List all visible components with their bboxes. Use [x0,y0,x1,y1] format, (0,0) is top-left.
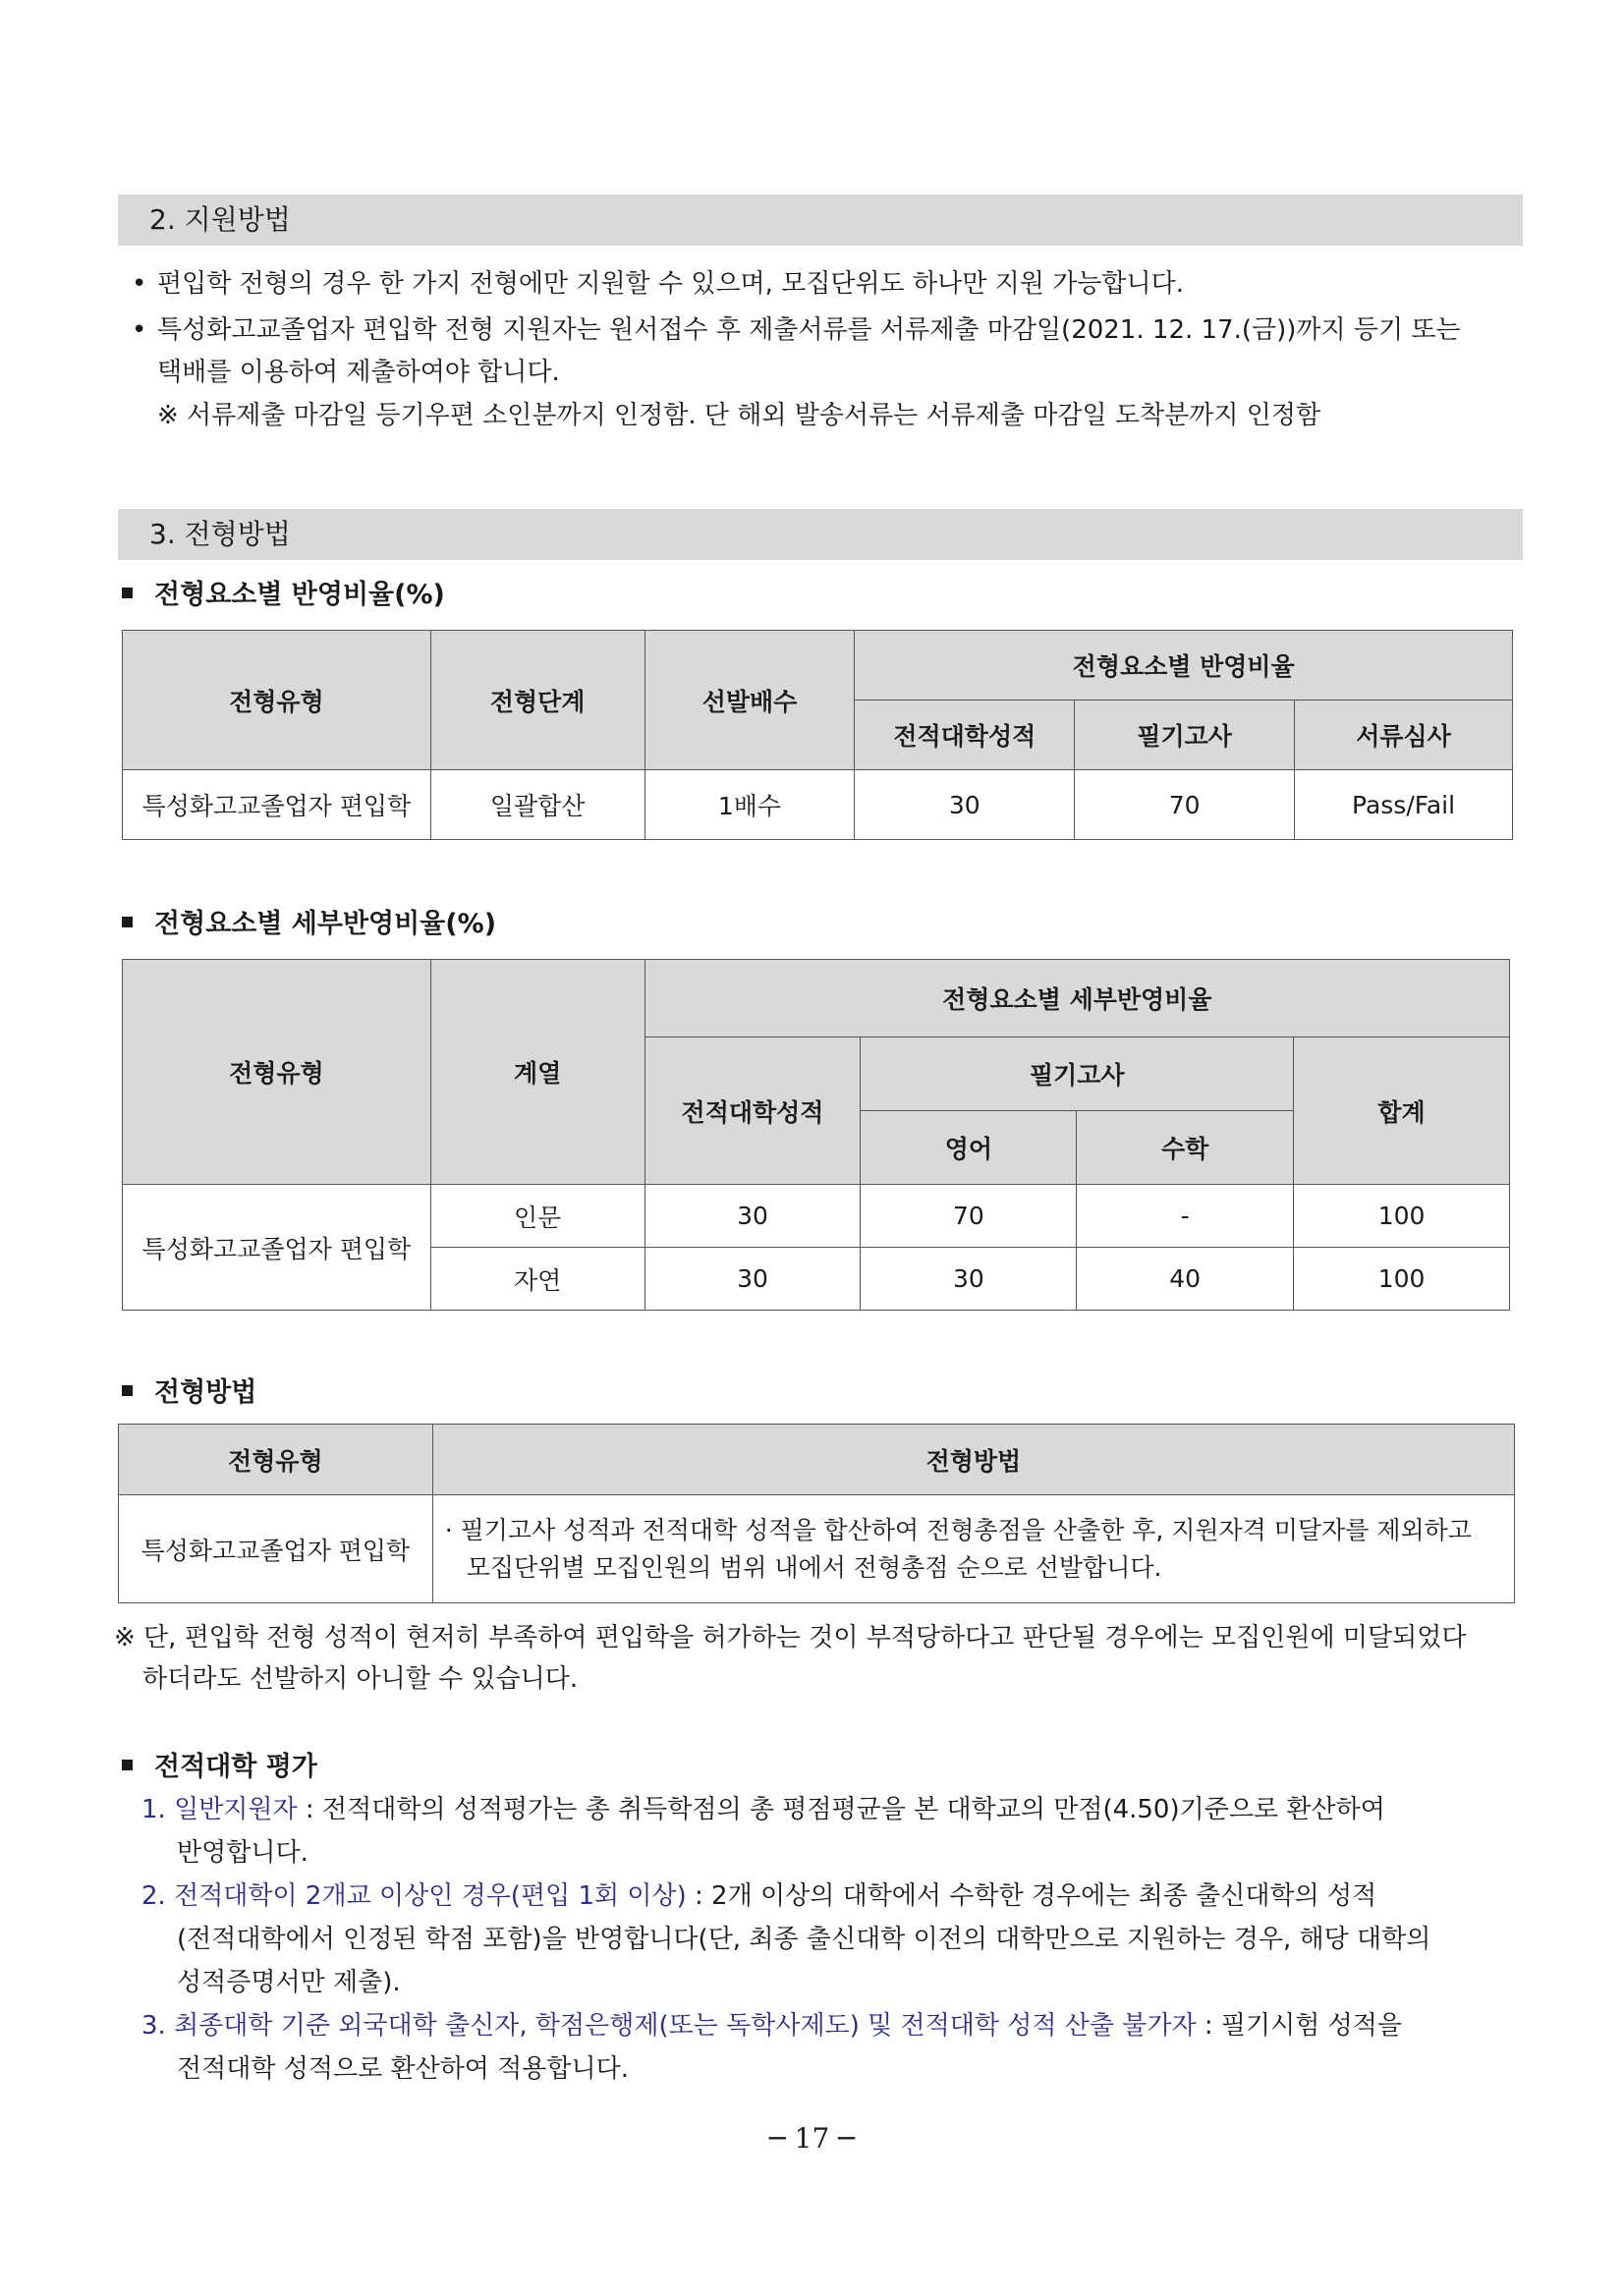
cell-total: 100 [1294,1248,1510,1311]
section-header-text: 2. 지원방법 [149,203,291,236]
bullet-dot: • [132,315,147,345]
table-row [123,770,1513,840]
header-total: 합계 [1294,1037,1510,1185]
header-math: 수학 [1077,1111,1294,1185]
cell-track: 자연 [430,1248,644,1311]
eval-item-2-line2: (전적대학에서 인정된 학점 포함)을 반영합니다(단, 최종 출신대학 이전의 대학만으로 지원하는 경우, 해당 대학의 [177,1925,1431,1954]
section-header-text: 3. 전형방법 [149,518,291,550]
eval-item-1 [141,1788,1385,1831]
bullet-dot: • [132,269,147,299]
table-row [123,1185,1510,1248]
cell-prev-grade: 30 [644,1185,861,1248]
eval-item-text: : 2개 이상의 대학에서 수학한 경우에는 최종 출신대학의 성적 [686,1881,1377,1911]
square-bullet-icon [122,1760,133,1770]
eval-item-num: 2. [141,1881,166,1911]
page-number: ─ 17 ─ [768,2122,856,2155]
header-ratio-group: 전형요소별 반영비율 [855,631,1513,700]
cell-type: 특성화고교졸업자 편입학 [123,1185,431,1311]
note-line-2: 하더라도 선발하지 아니할 수 있습니다. [142,1664,579,1694]
cell-documents: Pass/Fail [1295,770,1513,840]
bullet-text-2-line1: 특성화고교졸업자 편입학 전형 지원자는 원서접수 후 제출서류를 서류제출 마감일(2021. 12. 17.(금))까지 등기 또는 [157,315,1461,345]
eval-item-1-line2: 반영합니다. [177,1838,308,1868]
eval-item-label: 전적대학이 2개교 이상인 경우(편입 1회 이상) [174,1881,687,1911]
header-documents: 서류심사 [1295,700,1513,770]
note-documents: ※ 서류제출 마감일 등기우편 소인분까지 인정함. 단 해외 발송서류는 서류제출 마감일 도착분까지 인정함 [157,401,1321,430]
cell-track: 인문 [430,1185,644,1248]
cell-written: 70 [1075,770,1295,840]
header-english: 영어 [861,1111,1077,1185]
table2-title: 전형요소별 세부반영비율(%) [116,905,496,944]
header-prev-grade: 전적대학성적 [855,700,1075,770]
eval-item-3 [141,2004,1402,2047]
method-line-1: · 필기고사 성적과 전적대학 성적을 합산하여 전형총점을 산출한 후, 지원자격 미달자를 제외하고 [444,1515,1472,1544]
detail-ratio-table [122,959,1510,1311]
cell-stage: 일괄합산 [430,770,644,840]
cell-prev-grade: 30 [644,1248,861,1311]
cell-math: 40 [1077,1248,1294,1311]
method-line-2: 모집단위별 모집인원의 범위 내에서 전형총점 순으로 선발합니다. [466,1552,1162,1582]
eval-item-3-line2: 전적대학 성적으로 환산하여 적용합니다. [177,2054,630,2084]
eval-item-label: 최종대학 기준 외국대학 출신자, 학점은행제(또는 독학사제도) 및 전적대학 성적 산출 불가자 [174,2011,1197,2041]
cell-method [432,1495,1514,1603]
table-row [119,1495,1515,1603]
eval-item-text: : 필기시험 성적을 [1196,2011,1402,2041]
ratio-table [122,630,1513,840]
header-multiple: 선발배수 [644,631,855,770]
header-detail-group: 전형요소별 세부반영비율 [644,960,1509,1037]
table1-title: 전형요소별 반영비율(%) [116,576,445,615]
table3-title: 전형방법 [116,1373,256,1413]
eval-item-num: 1. [141,1795,166,1824]
cell-total: 100 [1294,1185,1510,1248]
bullet-text-2-line2: 택배를 이용하여 제출하여야 합니다. [157,358,560,387]
section-header-apply-method [118,195,1523,246]
method-table [118,1424,1515,1603]
eval-item-text: : 전적대학의 성적평가는 총 취득학점의 총 평점평균을 본 대학교의 만점(4.50)기준으로 환산하여 [297,1795,1385,1824]
square-bullet-icon [122,917,133,927]
cell-prev-grade: 30 [855,770,1075,840]
cell-multiple: 1배수 [644,770,855,840]
header-written: 필기고사 [1075,700,1295,770]
cell-english: 70 [861,1185,1077,1248]
section-header-selection-method [118,509,1523,560]
header-stage: 전형단계 [430,631,644,770]
square-bullet-icon [122,588,133,598]
header-type: 전형유형 [123,960,431,1185]
bullet-text-1: 편입학 전형의 경우 한 가지 전형에만 지원할 수 있으며, 모집단위도 하나만 지원 가능합니다. [157,269,1184,299]
header-written: 필기고사 [861,1037,1294,1111]
header-method: 전형방법 [432,1425,1514,1495]
cell-math: - [1077,1185,1294,1248]
eval-item-label: 일반지원자 [174,1795,298,1824]
header-type: 전형유형 [123,631,431,770]
header-type: 전형유형 [119,1425,433,1495]
eval-item-num: 3. [141,2011,166,2041]
header-track: 계열 [430,960,644,1185]
square-bullet-icon [122,1385,133,1396]
evaluation-title: 전적대학 평가 [116,1748,317,1787]
eval-item-2 [141,1875,1376,1918]
header-prev-grade: 전적대학성적 [644,1037,861,1185]
cell-type: 특성화고교졸업자 편입학 [123,770,431,840]
cell-type: 특성화고교졸업자 편입학 [119,1495,433,1603]
cell-english: 30 [861,1248,1077,1311]
eval-item-2-line3: 성적증명서만 제출). [177,1968,401,1997]
note-line-1: ※ 단, 편입학 전형 성적이 현저히 부족하여 편입학을 허가하는 것이 부적당하다고 판단될 경우에는 모집인원에 미달되었다 [114,1623,1467,1652]
